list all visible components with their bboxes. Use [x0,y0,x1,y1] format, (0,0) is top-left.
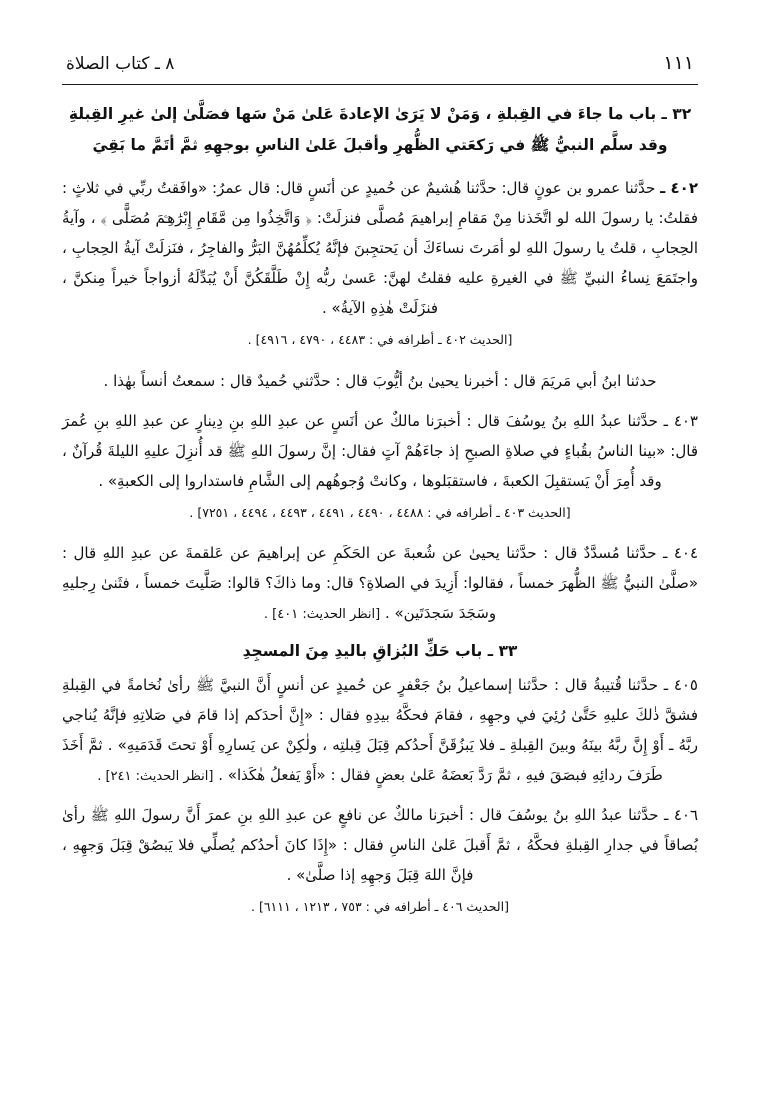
header-chapter-title: ٨ ـ كتاب الصلاة [66,54,175,74]
chapter-heading-line-2: وقد سلَّم النبيُّ ﷺ في رَكعَتي الظُّهرِ وأقبلَ عَلىٰ الناسِ بوجهِهِ ثمَّ أتَمَّ ما بَقِيَ [92,136,668,154]
hadith-entry [62,406,698,496]
hadith-entry [62,538,698,628]
hadith-text: حدثنا ابنُ أبي مَريَمَ قال : أخبرنا يحيىٰ بنُ أيُّوبَ قال : حدَّثني حُميدٌ قال : سمعتُ أنساً بهٰذا . [103,371,657,390]
hadith-text: حدَّثنا قُتيبةُ قال : حدَّثنا إسماعيلُ بنُ جَعْفرٍ عن حُميدٍ عن أنسٍ أَنَّ النبيَّ ﷺ رأىٰ نُخامةً في القِبلةِ فشقَّ ذٰلكَ عليهِ حَتَّىٰ رُئِيَ في وجهِهِ ، فقامَ فحكَّهُ بيدِهِ فقال : «إِنَّ أحدَكم إذا قامَ في صَلاتِهِ فإنَّهُ يُناجي ربَّهُ ـ أَوْ إِنَّ ربَّهُ بينَهُ وبينَ القِبلةِ ـ فلا يَبزُقَنَّ أَحدُكم قِبَلَ قِبلتِه ، ولٰكِنْ عن يَسارِهِ أَوْ تحتَ قَدَمَيهِ» . ثمَّ أَخَذَ طَرَفَ ردائِهِ فبصَقَ فيهِ ، ثمَّ رَدَّ بَعضَهُ عَلىٰ بعضٍ فقال : «أَوْ يَفعلُ هٰكَذا» . [62,676,698,784]
chapter-heading-line-1: ٣٢ ـ باب ما جاءَ في القِبلةِ ، وَمَنْ لا يَرَىٰ الإعادةَ عَلىٰ مَنْ سَها فصَلَّىٰ إلىٰ غيرِ القِبلةِ [68,105,692,123]
page-header [62,52,698,82]
chapter-heading [62,99,698,161]
hadith-number: ٤٠٢ ـ [660,179,698,197]
header-divider [62,84,698,85]
hadith-reference-inline: [انظر الحديث: ٢٤١] . [97,769,214,784]
hadith-reference: [الحديث ٤٠٦ ـ أطرافه في : ٧٥٣ ، ١٢١٣ ، ٦١١١] . [251,899,509,914]
section-heading: ٣٣ ـ باب حَكِّ البُزاقِ باليدِ مِنَ المسجِدِ [242,642,518,660]
hadith-number: ٤٠٣ ـ [663,411,698,430]
hadith-reference-inline: [انظر الحديث: ٤٠١] . [263,607,381,622]
hadith-number: ٤٠٤ ـ [662,544,698,562]
hadith-reference: [الحديث ٤٠٣ ـ أطرافه في : ٤٤٨٨ ، ٤٤٩٠ ، ٤٤٩١ ، ٤٤٩٣ ، ٤٤٩٤ ، ٧٢٥١] . [189,504,571,520]
hadith-entry [62,670,698,790]
hadith-text: حدَّثنا مُسدَّدٌ قال : حدَّثنا يحيىٰ عن شُعبةَ عن الحَكَمِ عن إبراهيمَ عن عَلقمةَ عن عبدِ اللهِ قال : «صلَّىٰ النبيُّ ﷺ الظُّهرَ خمساً ، فقالوا: أَزِيدَ في الصلاةِ؟ قال: وما ذاكَ؟ قالوا: صَلَّيتَ خمساً ، فثَنىٰ رِجليهِ وسَجَدَ سَجدَتَين» . [62,544,698,622]
hadith-reference: [الحديث ٤٠٢ ـ أطرافه في : ٤٤٨٣ ، ٤٧٩٠ ، ٤٩١٦] . [247,332,513,347]
page-number: ١١١ [663,52,694,74]
hadith-entry [62,800,698,890]
hadith-number: ٤٠٦ ـ [663,806,698,824]
hadith-text: حدَّثنا عبدُ اللهِ بنُ يوسُفَ قال : أخبرَنا مالكٌ عن نافعٍ عن عبدِ اللهِ بنِ عمرَ أَنَّ رسولَ اللهِ ﷺ رأىٰ بُصاقاً في جدارِ القِبلةِ فحكَّهُ ، ثمَّ أَقبلَ عَلىٰ الناسِ فقال : «إِذَا كانَ أحدُكم يُصلِّي فلا يَبصُقْ قِبَلَ وَجهِهِ ، فإنَّ اللهَ قِبَلَ وَجهِهِ إذا صلَّىٰ» . [62,806,698,884]
hadith-text: حدَّثنا عبدُ اللهِ بنُ يوسُفَ قال : أخبرَنا مالكٌ عن أنَسٍ عن عبدِ اللهِ بنِ دِينارٍ عن عبدِ اللهِ بنِ عُمرَ قال: «بينا الناسُ بقُباءٍ في صلاةِ الصبحِ إذ جاءَهُمْ آتٍ فقال: إنَّ رسولَ اللهِ ﷺ قد أُنزِلَ عليهِ الليلةَ قُرآنٌ ، وقد أُمِرَ أَنْ يَستقبِلَ الكعبةَ ، فاستقبَلوها ، وكانتْ وُجوهُهم إلى الشَّامِ فاستداروا إلى الكعبةِ» . [62,411,698,490]
hadith-text: حدَّثنا عمرو بن عونٍ قال: حدَّثنا هُشيمٌ عن حُميدٍ عن أنَسٍ قال: قال عمرُ: «وافَقتُ ربِّي في ثلاثٍ : فقلتُ: يا رسولَ الله لو اتَّخَذنا مِنْ مَقامِ إبراهيمَ مُصلَّى فنزلَتْ: ﴿ وَاتَّخِذُوا مِن مَّقَامِ إِبْرَٰهِـۧمَ مُصَلًّى ﴾ ، وآيةُ الحِجابِ ، قلتُ يا رسولَ اللهِ لو أمَرتَ نساءَكَ أن يَحتجِبنَ فإنَّهُ يُكلِّمُهُنَّ البَرُّ والفاجِرُ ، فنَزلَتْ آيةُ الحِجابِ ، واجتَمَعَ نِساءُ النبيِّ ﷺ في الغيرةِ عليه فقلتُ لهنَّ: عَسىٰ ربُّه إِنْ طَلَّقَكُنَّ أَنْ يُبَدِّلَهُ أزواجاً خيراً مِنكنَّ ، فنزَلَتْ هٰذِهِ الآيةُ» . [62,179,698,317]
hadith-entry [62,366,698,396]
hadith-number: ٤٠٥ ـ [663,676,698,694]
hadith-entry [62,173,698,323]
